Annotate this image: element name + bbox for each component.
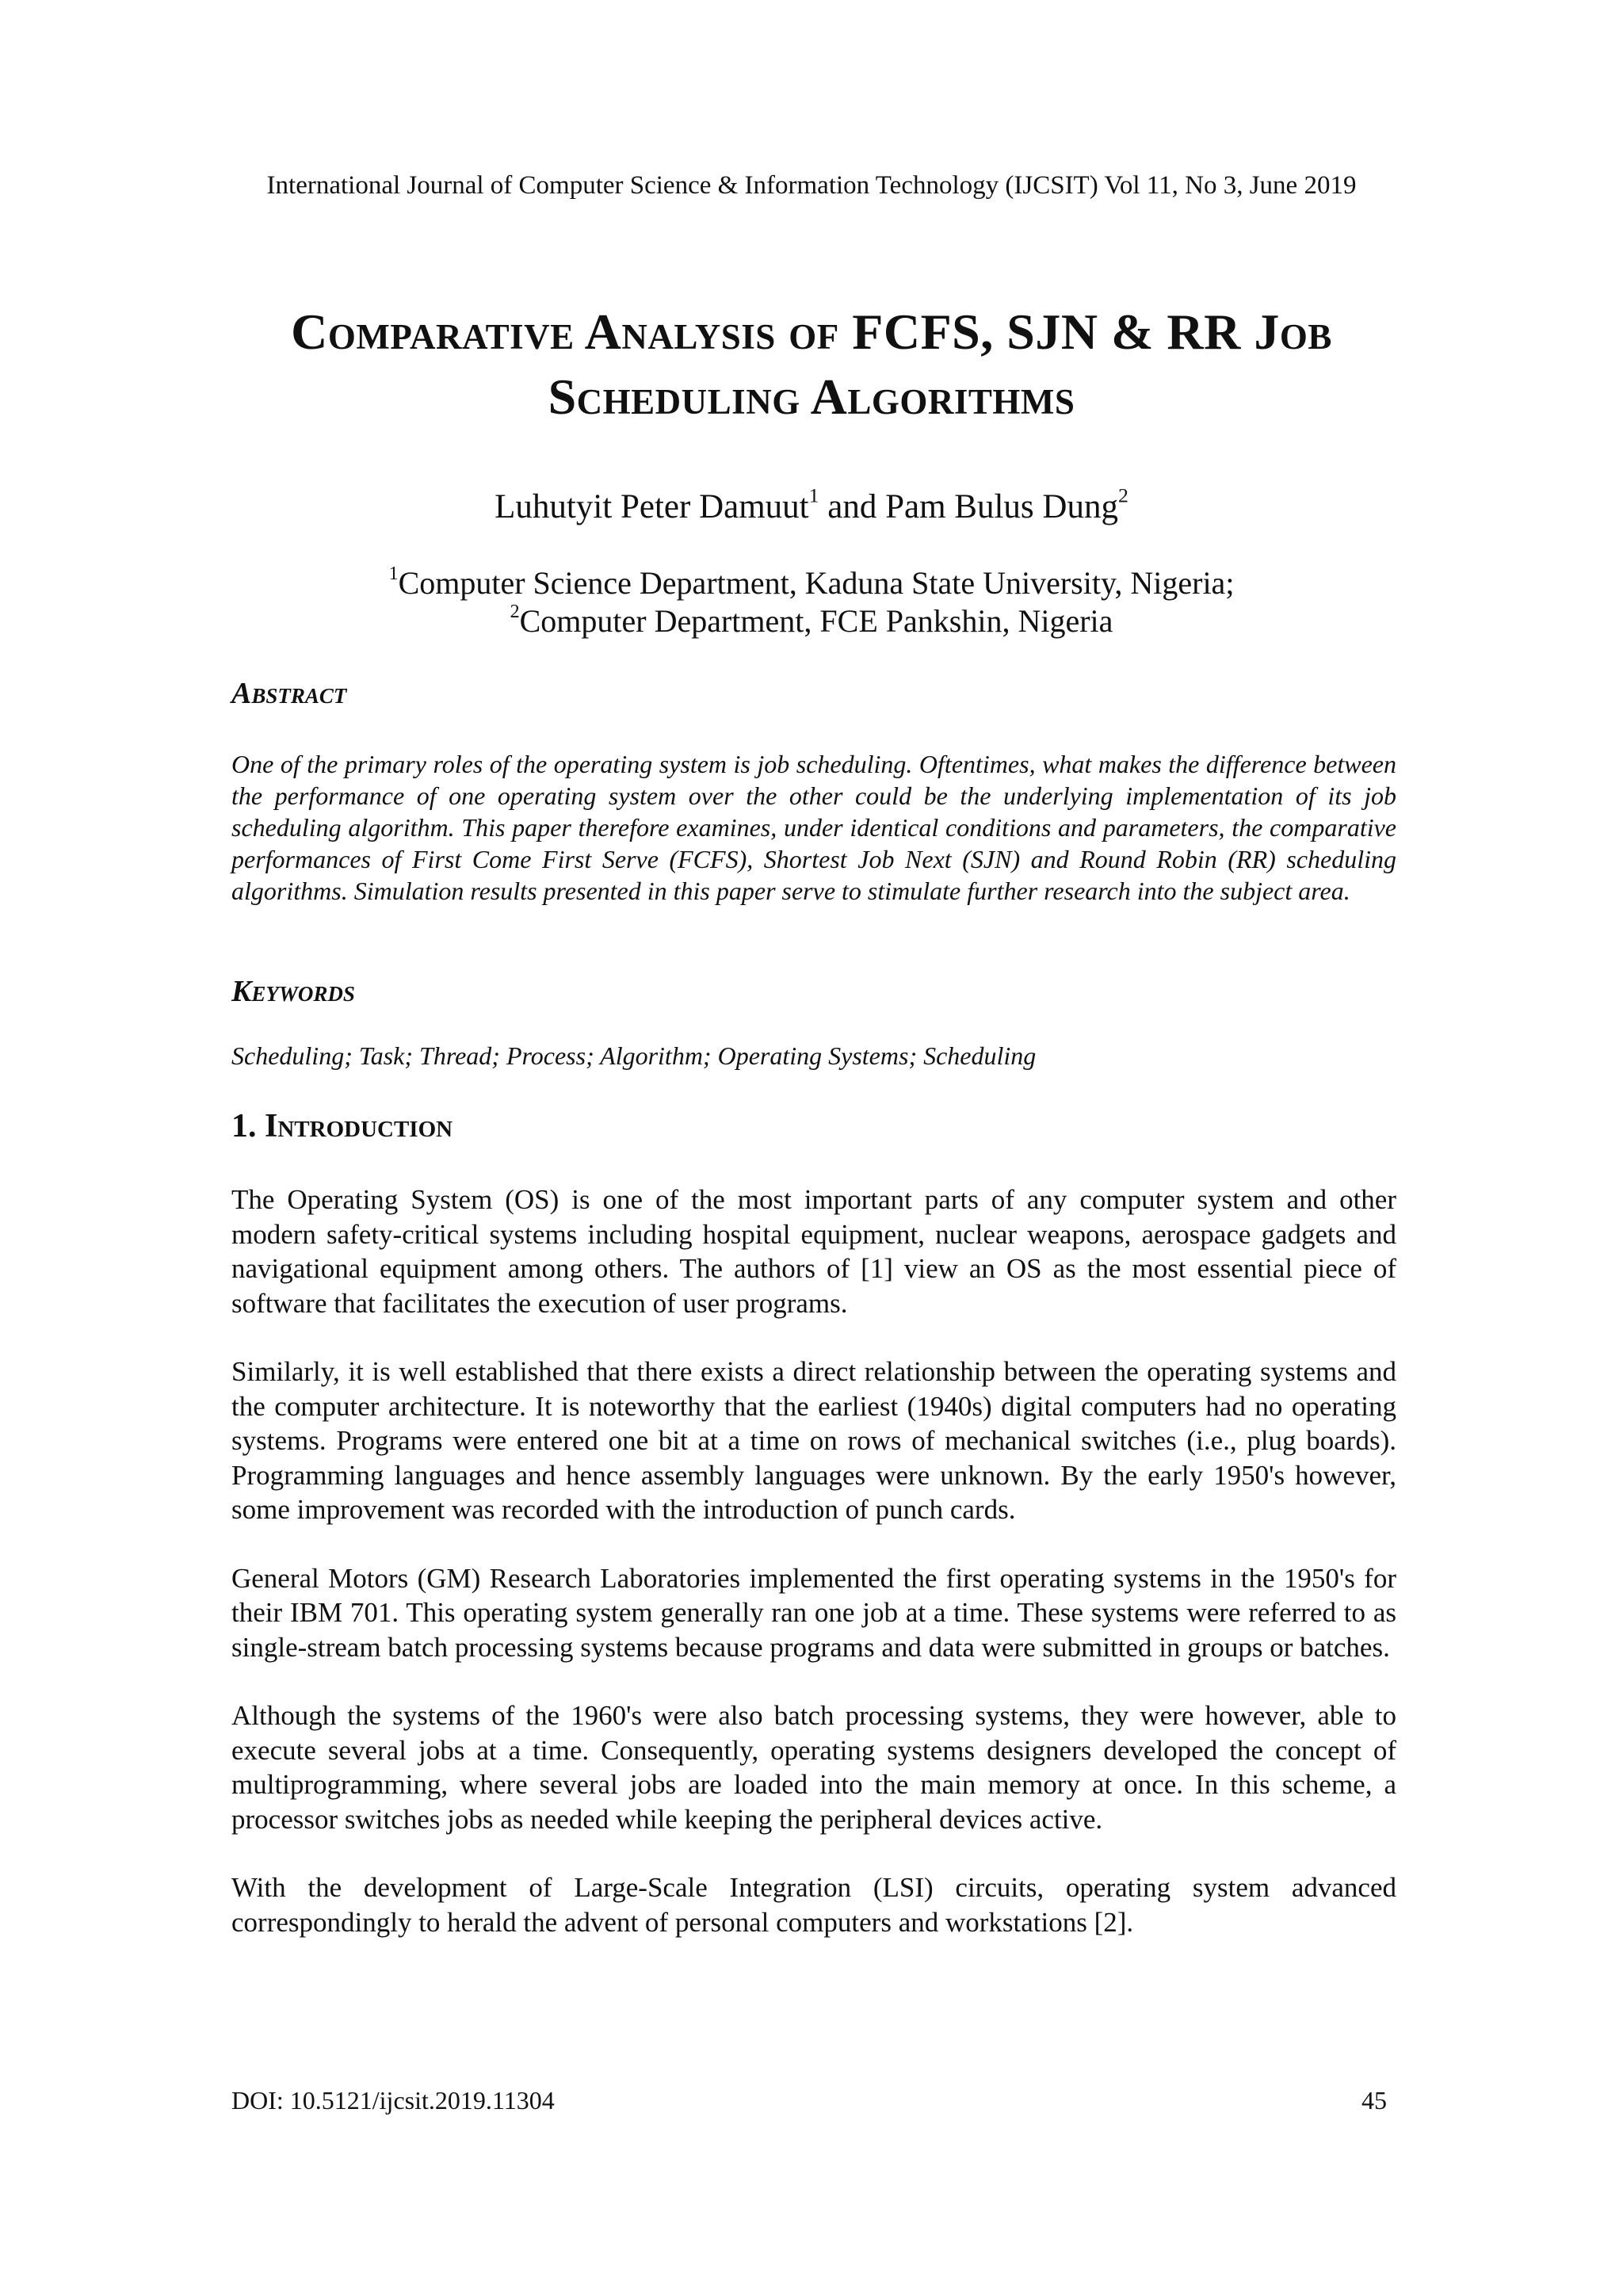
affiliation-1: [0, 564, 1623, 602]
author-1-affiliation-mark: 1: [808, 483, 819, 507]
running-head: International Journal of Computer Science & Information Technology (IJCSIT) Vol 11, No 3, June 2019: [266, 171, 1357, 200]
intro-paragraph-4: Although the systems of the 1960's were also batch processing systems, they were however, able to execute several jobs at a time. Consequently, operating systems designers developed the concept of multiprogramming, where several jobs are loaded into the main memory at once. In this scheme, a processor switches jobs as needed while keeping the peripheral devices active.: [231, 1700, 1396, 1835]
intro-paragraph-2: Similarly, it is well established that there exists a direct relationship between the operating systems and the computer architecture. It is noteworthy that the earliest (1940s) digital computers had no operating systems. Programs were entered one bit at a time on rows of mechanical switches (i.e., plug boards). Programming languages and hence assembly languages were unknown. By the early 1950's however, some improvement was recorded with the introduction of punch cards.: [231, 1356, 1396, 1525]
author-conjunction: and: [819, 488, 886, 525]
affiliation-2-text: Computer Department, FCE Pankshin, Nigeria: [519, 603, 1113, 639]
keywords-heading: Keywords: [231, 975, 355, 1008]
affiliation-1-text: Computer Science Department, Kaduna State University, Nigeria;: [398, 565, 1235, 601]
affiliations: [0, 564, 1623, 640]
title-line-1: Comparative Analysis of FCFS, SJN & RR Job: [291, 304, 1332, 360]
affiliation-1-mark: 1: [388, 563, 399, 584]
keywords-text: Scheduling; Task; Thread; Process; Algorithm; Operating Systems; Scheduling: [231, 1041, 1037, 1070]
footer-doi: DOI: 10.5121/ijcsit.2019.11304: [231, 2086, 555, 2115]
abstract-heading: Abstract: [231, 677, 347, 710]
authors: [0, 483, 1623, 528]
page-number: 45: [1361, 2086, 1387, 2115]
author-2-affiliation-mark: 2: [1117, 483, 1128, 507]
introduction-body: [231, 1182, 1396, 1973]
author-1: Luhutyit Peter Damuut: [495, 488, 809, 525]
intro-paragraph-5: With the development of Large-Scale Integration (LSI) circuits, operating system advanced correspondingly to herald the advent of personal computers and workstations [2].: [231, 1872, 1396, 1938]
intro-paragraph-3: General Motors (GM) Research Laboratories implemented the first operating systems in the 1950's for their IBM 701. This operating system generally ran one job at a time. These systems were referred to as single-stream batch processing systems because programs and data were submitted in groups or batches.: [231, 1562, 1396, 1663]
abstract-text: One of the primary roles of the operating system is job scheduling. Oftentimes, what makes the difference between the performance of one operating system over the other could be the underlying implementation of its job scheduling algorithm. This paper therefore examines, under identical conditions and parameters, the comparative performances of First Come First Serve (FCFS), Shortest Job Next (SJN) and Round Robin (RR) scheduling algorithms. Simulation results presented in this paper serve to stimulate further research into the subject area.: [231, 750, 1396, 905]
paper-title: [158, 300, 1465, 430]
intro-paragraph-1: The Operating System (OS) is one of the most important parts of any computer system and other modern safety-critical systems including hospital equipment, nuclear weapons, aerospace gadgets and navigational equipment among others. The authors of [1] view an OS as the most essential piece of software that facilitates the execution of user programs.: [231, 1184, 1396, 1319]
author-2: Pam Bulus Dung: [885, 488, 1118, 525]
affiliation-2: [0, 602, 1623, 640]
title-line-2: Scheduling Algorithms: [548, 369, 1075, 425]
affiliation-2-mark: 2: [510, 602, 520, 622]
introduction-heading: 1. Introduction: [231, 1108, 453, 1144]
